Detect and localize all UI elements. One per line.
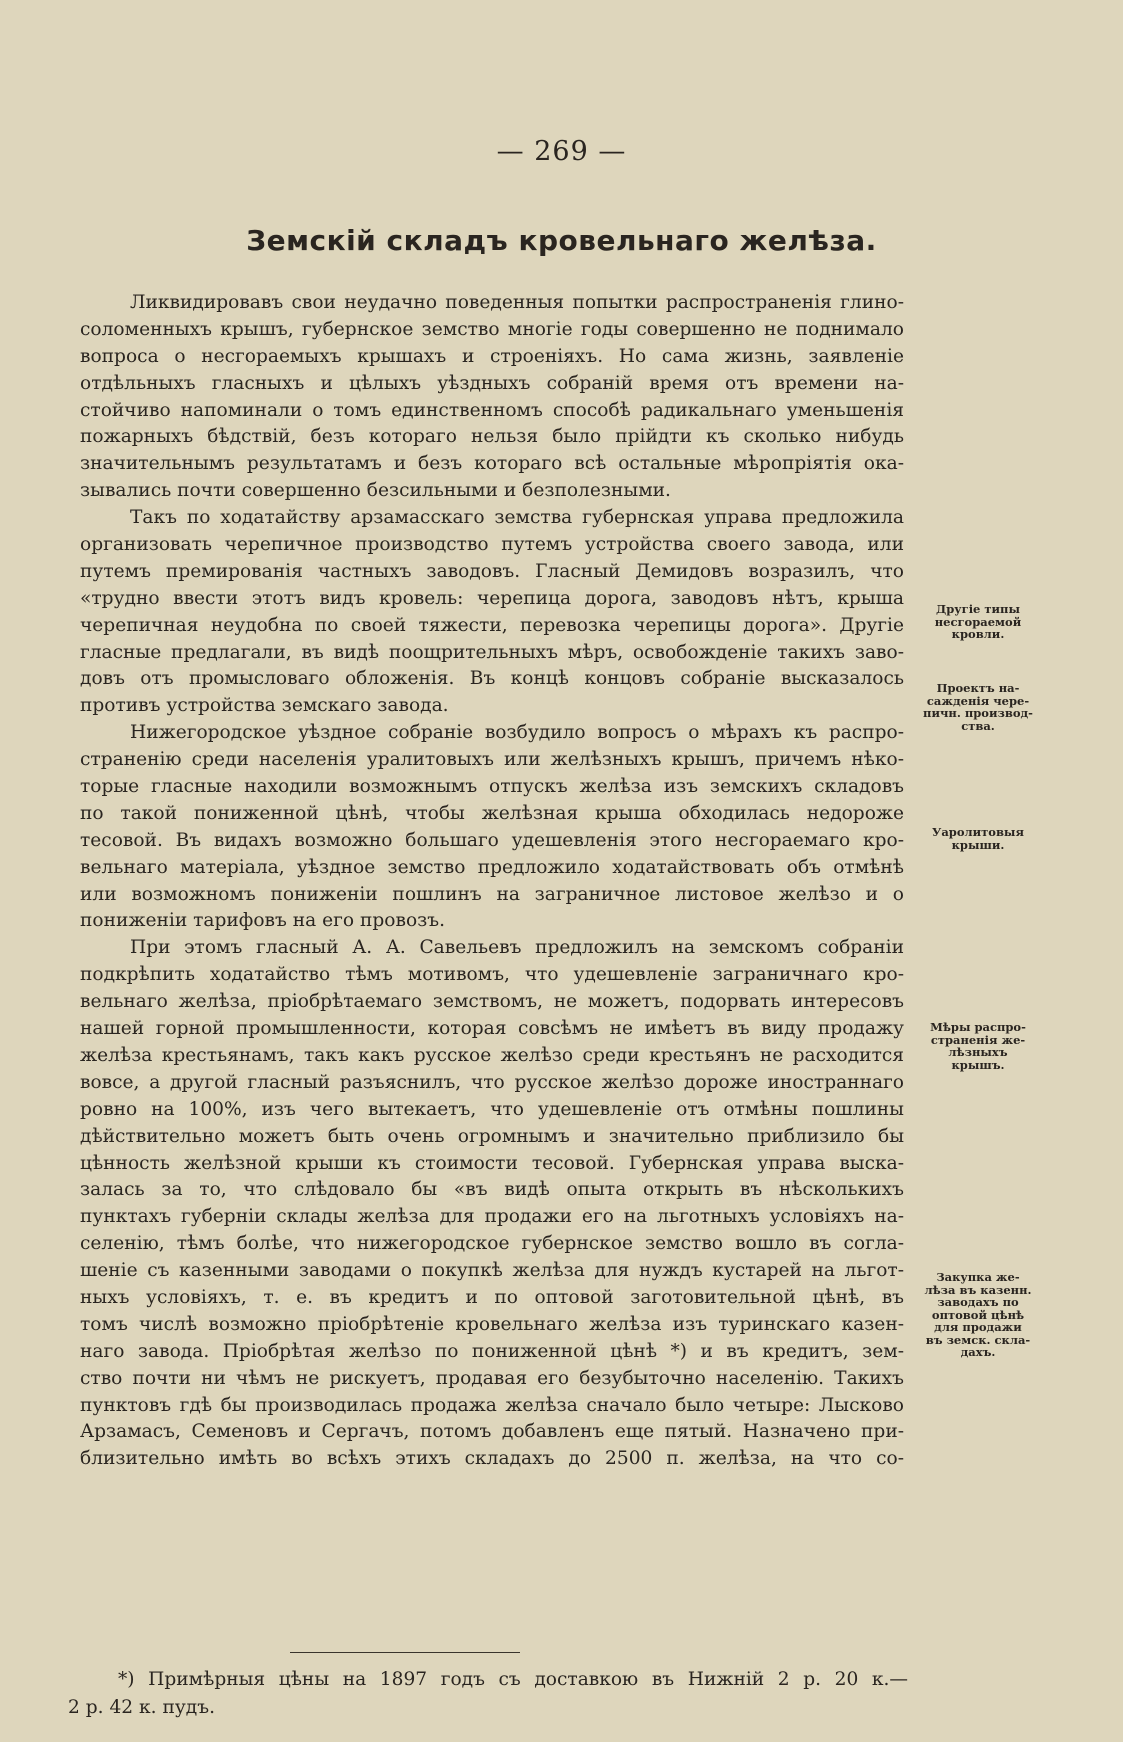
text-line: по такой пониженной цѣнѣ, чтобы желѣзная крыша обходилась недороже xyxy=(80,802,904,824)
text-line: При этомъ гласный А. А. Савельевъ предложилъ на земскомъ собранiи xyxy=(130,937,904,959)
margin-note xyxy=(918,1021,1038,1071)
margin-note xyxy=(918,1271,1038,1359)
text-line: зывались почти совершенно безсильными и безполезными. xyxy=(80,480,671,502)
text-line: страненiю среди населенiя уралитовыхъ или желѣзныхъ крышъ, причемъ нѣко- xyxy=(80,749,904,771)
margin-note-line: пичн. производ- xyxy=(923,706,1033,720)
text-line: ныхъ условiяхъ, т. е. въ кредитъ и по оптовой заготовительной цѣнѣ, въ xyxy=(80,1286,904,1308)
text-line: пожарныхъ бѣдствiй, безъ котораго нельзя было прiйдти къ сколько нибудь xyxy=(80,426,904,448)
margin-note-line: Другiе типы xyxy=(936,602,1020,616)
margin-note-line: крыши. xyxy=(951,837,1005,852)
margin-note-line: лѣзныхъ xyxy=(948,1045,1008,1059)
text-line: гласные предлагали, въ видѣ поощрительныхъ мѣръ, освобожденiе такихъ заво- xyxy=(80,641,904,663)
paragraph xyxy=(80,935,904,1473)
paragraph xyxy=(80,720,904,935)
text-line: путемъ премированiя частныхъ заводовъ. Гласный Демидовъ возразилъ, что xyxy=(80,560,904,582)
footnote-line: 2 р. 42 к. пудъ. xyxy=(68,1697,215,1718)
margin-note-line: несгораемой xyxy=(934,614,1022,629)
margin-note-line: ства. xyxy=(961,718,995,733)
text-line: близительно имѣть во всѣхъ этихъ складахъ до 2500 п. желѣза, на что со- xyxy=(80,1448,904,1470)
text-line: пунктахъ губернiи склады желѣза для продажи его на льготныхъ условiяхъ на- xyxy=(80,1206,904,1228)
margin-note-line: Мѣры распро- xyxy=(930,1020,1026,1034)
margin-note-line: Уаролитовыя xyxy=(932,825,1024,839)
text-line: залась за то, что слѣдовало бы «въ видѣ опыта открыть въ нѣсколькихъ xyxy=(80,1179,904,1201)
text-line: Такъ по ходатайству арзамасскаго земства губернская управа предложила xyxy=(130,507,904,529)
margin-note-line: въ земск. скла- xyxy=(925,1332,1031,1347)
text-line: черепичная неудобна по своей тяжести, перевозка черепицы дорога». Другiе xyxy=(80,614,904,636)
text-line: вопроса о несгораемыхъ крышахъ и строенiяхъ. Но сама жизнь, заявленiе xyxy=(80,345,904,367)
margin-note-line: заводахъ по xyxy=(937,1295,1019,1309)
margin-note-line: сажденiя чере- xyxy=(926,693,1030,708)
text-line: противъ устройства земскаго завода. xyxy=(80,695,449,717)
margin-note-line: лѣза въ казенн. xyxy=(924,1282,1032,1297)
text-line: дѣйствительно можетъ быть очень огромнымъ и значительно приблизило бы xyxy=(80,1125,904,1147)
footnote-divider xyxy=(290,1652,520,1653)
text-line: пунктовъ гдѣ бы производилась продажа желѣза сначало было четыре: Лысково xyxy=(80,1394,904,1416)
page-number: — 269 — xyxy=(496,136,627,167)
margin-note-line: Закупка же- xyxy=(936,1270,1020,1284)
paragraph xyxy=(80,290,904,505)
text-line: «трудно ввести этотъ видъ кровель: черепица дорога, заводовъ нѣтъ, крыша xyxy=(80,587,904,609)
text-line: подкрѣпить ходатайство тѣмъ мотивомъ, что удешевленiе заграничнаго кро- xyxy=(80,964,904,986)
page-title: Земскiй складъ кровельнаго желѣза. xyxy=(246,224,877,257)
text-line: пониженiи тарифовъ на его провозъ. xyxy=(80,910,446,932)
text-line: желѣза крестьянамъ, такъ какъ русское желѣзо среди крестьянъ не расходится xyxy=(80,1044,904,1066)
text-line: Ликвидировавъ свои неудачно поведенныя попытки распространенiя глино- xyxy=(130,292,904,313)
margin-note-line: оптовой цѣнѣ xyxy=(931,1307,1025,1322)
text-line: соломенныхъ крышъ, губернское земство многiе годы совершенно не поднимало xyxy=(80,318,904,340)
margin-note-line: страненiя же- xyxy=(930,1032,1026,1047)
margin-note-line: кровли. xyxy=(951,627,1005,641)
footnote xyxy=(68,1666,908,1722)
text-line: Арзамасъ, Семеновъ и Сергачъ, потомъ добавленъ еще пятый. Назначено при- xyxy=(80,1421,904,1443)
text-line: тесовой. Въ видахъ возможно большаго удешевленiя этого несгораемаго кро- xyxy=(80,829,904,851)
text-line: стойчиво напоминали о томъ единственномъ способѣ радикальнаго уменьшенiя xyxy=(80,399,904,421)
text-line: торые гласные находили возможнымъ отпускъ желѣза изъ земскихъ складовъ xyxy=(80,776,904,798)
margin-note xyxy=(918,603,1038,641)
margin-note-line: Проектъ на- xyxy=(936,681,1020,695)
text-line: отдѣльныхъ гласныхъ и цѣлыхъ уѣздныхъ собранiй время отъ времени на- xyxy=(80,372,904,394)
margin-note xyxy=(918,682,1038,732)
text-line: ство почти ни чѣмъ не рискуетъ, продавая его безубыточно населенiю. Такихъ xyxy=(80,1367,904,1389)
text-line: Нижегородское уѣздное собранiе возбудило вопросъ о мѣрахъ къ распро- xyxy=(130,722,904,744)
paragraph xyxy=(80,505,904,720)
text-line: томъ числѣ возможно прiобрѣтенiе кровельнаго желѣза изъ туринскаго казен- xyxy=(80,1313,904,1335)
text-line: нашей горной промышленности, которая совсѣмъ не имѣетъ въ виду продажу xyxy=(80,1018,904,1040)
margin-note-line: для продажи xyxy=(934,1320,1022,1334)
text-line: вельнаго матерiала, уѣздное земство предложило ходатайствовать объ отмѣнѣ xyxy=(80,856,904,878)
text-line: наго завода. Прiобрѣтая желѣзо по пониженной цѣнѣ *) и въ кредитъ, зем- xyxy=(80,1340,904,1362)
text-line: или возможномъ пониженiи пошлинъ на заграничное листовое желѣзо и о xyxy=(80,883,904,905)
text-line: довъ отъ промысловаго обложенiя. Въ концѣ концовъ собранiе высказалось xyxy=(80,668,904,690)
margin-note xyxy=(918,826,1038,851)
text-line: вельнаго желѣза, прiобрѣтаемаго земствомъ, не можетъ, подорвать интересовъ xyxy=(80,991,904,1013)
text-line: организовать черепичное производство путемъ устройства своего завода, или xyxy=(80,534,904,556)
text-line: значительнымъ результатамъ и безъ котораго всѣ остальные мѣропрiятiя ока- xyxy=(80,453,904,475)
margin-note-line: крышъ. xyxy=(951,1057,1005,1072)
body-text xyxy=(80,290,904,1473)
text-line: шенiе съ казенными заводами о покупкѣ желѣза для нуждъ кустарей на льгот- xyxy=(80,1260,904,1282)
text-line: цѣнность желѣзной крыши къ стоимости тесовой. Губернская управа выска- xyxy=(80,1152,904,1174)
text-line: селенiю, тѣмъ болѣе, что нижегородское губернское земство вошло въ согла- xyxy=(80,1233,904,1255)
footnote-line: *) Примѣрныя цѣны на 1897 годъ съ доставкою въ Нижнiй 2 р. 20 к.— xyxy=(118,1669,908,1690)
text-line: ровно на 100%, изъ чего вытекаетъ, что удешевленiе отъ отмѣны пошлины xyxy=(80,1098,904,1120)
text-line: вовсе, а другой гласный разъяснилъ, что русское желѣзо дороже иностраннаго xyxy=(80,1071,904,1093)
margin-note-line: дахъ. xyxy=(960,1345,996,1359)
